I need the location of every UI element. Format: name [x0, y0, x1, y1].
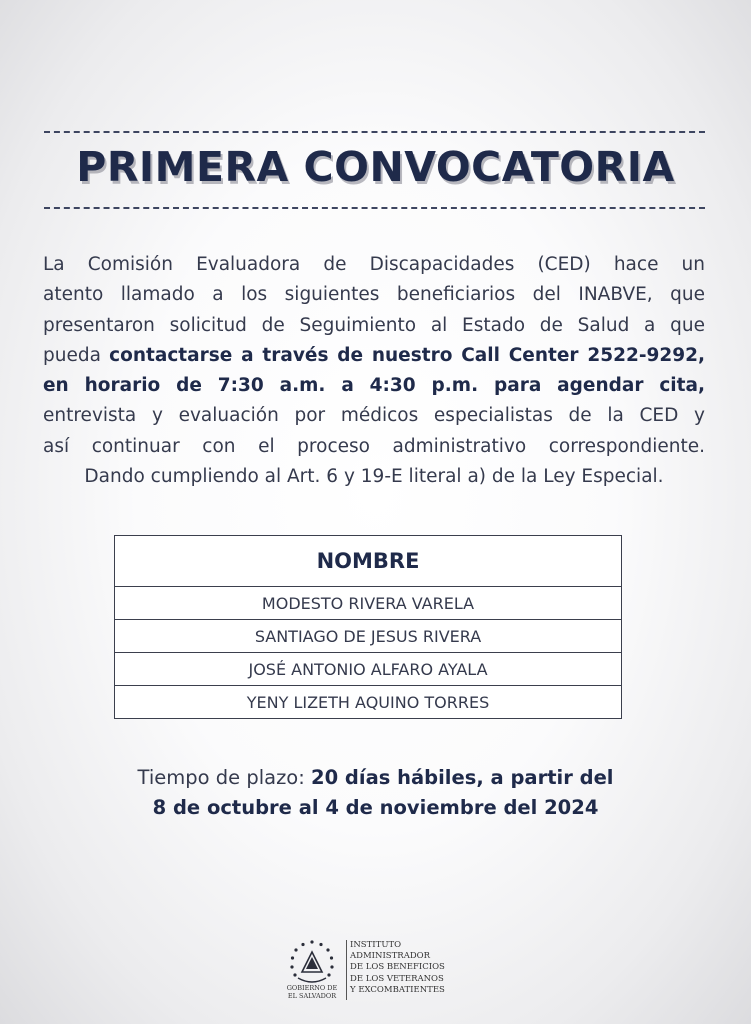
table-row [115, 620, 622, 653]
table-header-row [115, 536, 622, 587]
table-row [115, 653, 622, 686]
paragraph-line: Dando cumpliendo al Art. 6 y 19-E literal a) de la Ley Especial. [84, 466, 664, 488]
government-label-line: GOBIERNO DE [286, 984, 338, 992]
paragraph-line: presentaron solicitud de Seguimiento al Estado de Salud a que [43, 314, 705, 336]
institute-name [350, 940, 480, 996]
beneficiary-name: JOSÉ ANTONIO ALFARO AYALA [115, 653, 622, 686]
footer-logo-block [286, 938, 476, 1008]
el-salvador-seal-icon [286, 938, 338, 990]
deadline-dates: 8 de octubre al 4 de noviembre del 2024 [152, 796, 599, 819]
paragraph-line: La Comisión Evaluadora de Discapacidades (CED) hace un [43, 254, 705, 275]
institute-name-line: DE LOS VETERANOS [350, 973, 444, 984]
government-label-line: EL SALVADOR [287, 992, 337, 1000]
institute-name-line: INSTITUTO [350, 940, 402, 950]
column-header-nombre: NOMBRE [115, 536, 622, 587]
beneficiary-name: MODESTO RIVERA VARELA [115, 587, 622, 620]
table-row [115, 587, 622, 620]
deadline-line-1 [0, 763, 751, 793]
table-row [115, 686, 622, 719]
deadline-label: Tiempo de plazo: [137, 766, 311, 789]
bottom-dashed-divider [44, 207, 705, 209]
schedule-highlight: en horario de 7:30 a.m. a 4:30 p.m. para agendar cita, [43, 375, 705, 397]
deadline-notice [0, 763, 751, 823]
government-label [280, 984, 344, 1000]
page-title: PRIMERA CONVOCATORIA [76, 143, 675, 191]
deadline-line-2 [0, 793, 751, 823]
beneficiary-name: YENY LIZETH AQUINO TORRES [115, 686, 622, 719]
paragraph-line: atento llamado a los siguientes beneficiarios del INABVE, que [43, 284, 705, 306]
paragraph-line [43, 371, 705, 401]
footer-separator [346, 940, 347, 1000]
beneficiaries-table [114, 535, 622, 719]
deadline-days: 20 días hábiles, a partir del [311, 766, 614, 789]
paragraph-text: pueda [43, 344, 110, 366]
beneficiary-name: SANTIAGO DE JESUS RIVERA [115, 620, 622, 653]
announcement-paragraph [43, 250, 705, 492]
call-center-highlight: contactarse a través de nuestro Call Center 2522-9292, [109, 344, 706, 366]
institute-name-line: Y EXCOMBATIENTES [350, 984, 445, 995]
top-dashed-divider [44, 131, 705, 133]
institute-name-line: DE LOS BENEFICIOS [350, 962, 445, 973]
institute-name-line: ADMINISTRADOR [350, 951, 431, 962]
paragraph-line: así continuar con el proceso administrativo correspondiente. [43, 435, 705, 457]
paragraph-line: entrevista y evaluación por médicos especialistas de la CED y [43, 405, 705, 427]
paragraph-line [43, 341, 705, 371]
